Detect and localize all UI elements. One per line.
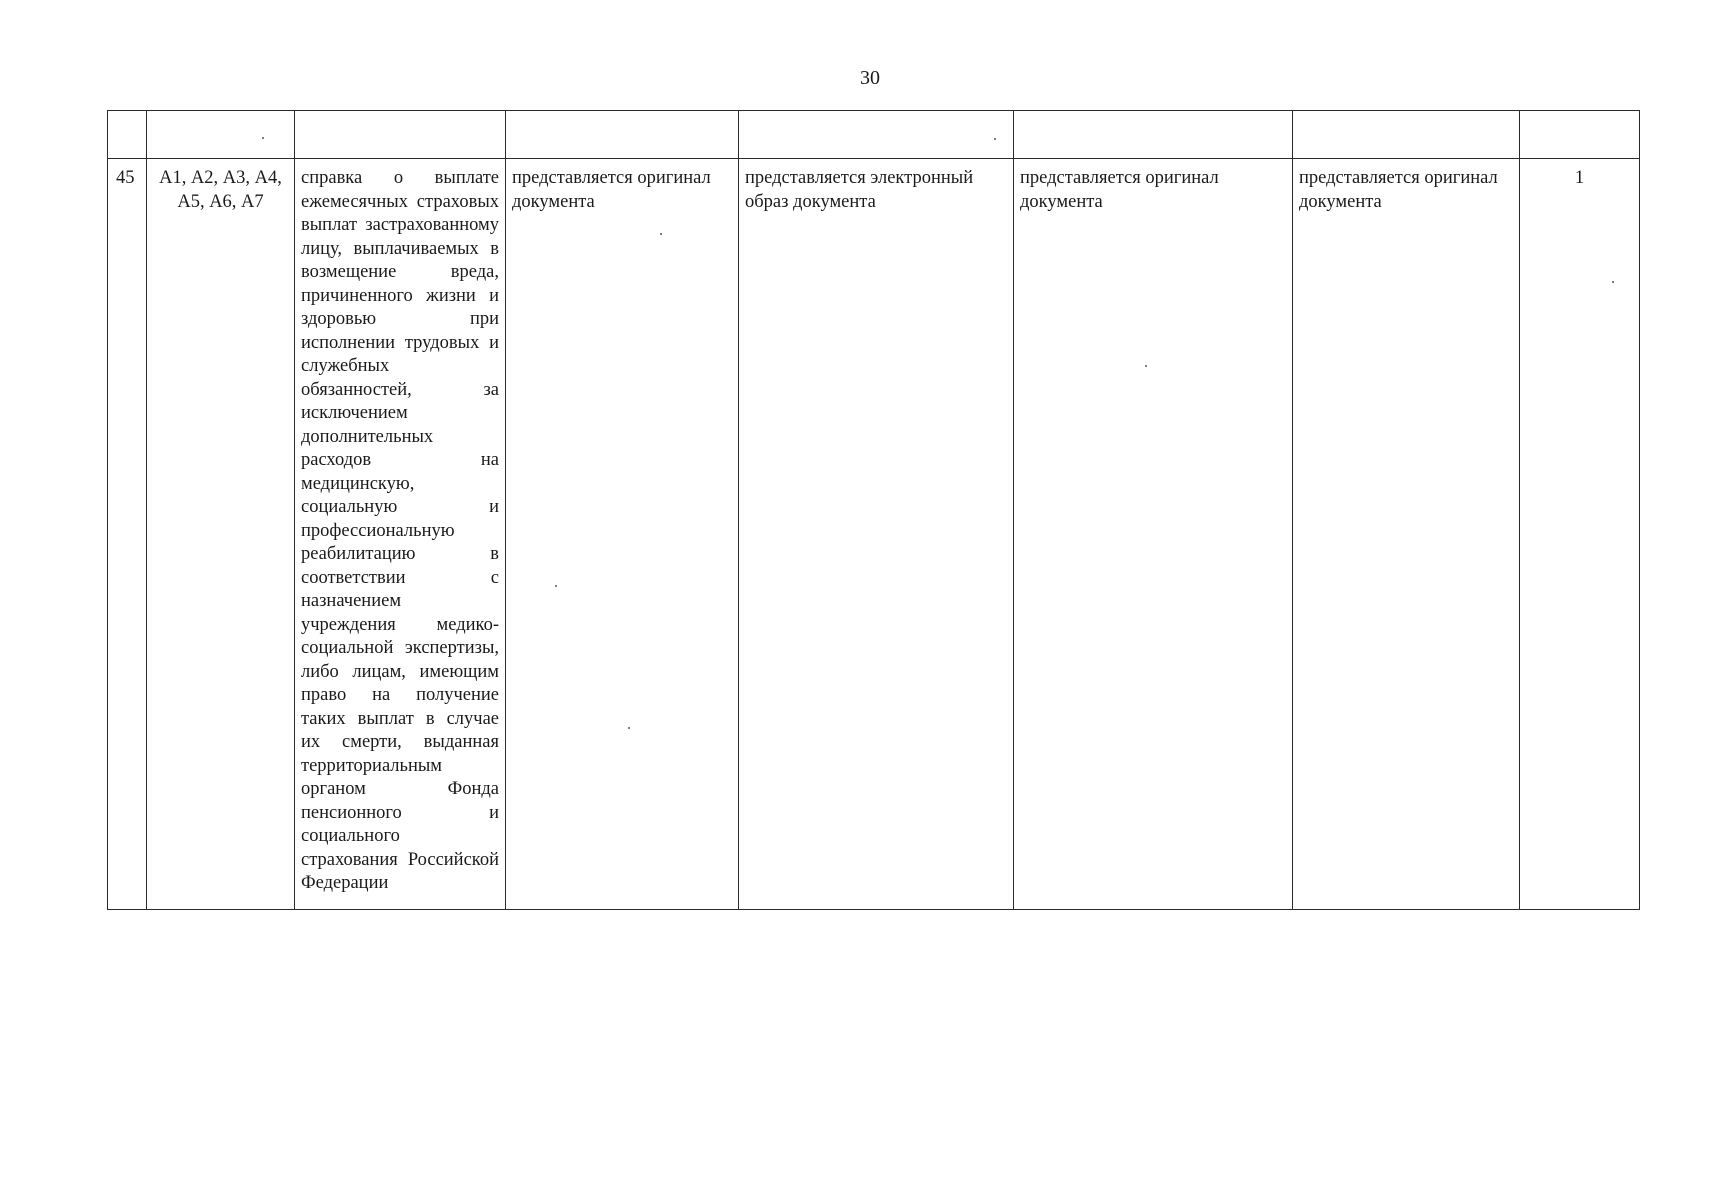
header-cell-7 — [1293, 111, 1520, 159]
row-col5-text: представляется электронный образ документа — [745, 168, 974, 212]
header-cell-3 — [295, 111, 506, 159]
header-cell-4 — [506, 111, 739, 159]
header-cell-6 — [1014, 111, 1293, 159]
row-description: справка о выплате ежемесячных страховых выплат застрахованному лицу, выплачиваемых в возмещение вреда, причиненного жизни и здоровью при исполнении трудовых и служебных обязанностей, за исключением дополнительных расходов на медицинскую, социальную и профессиональную реабилитацию в соответствии с назначением учреждения медико-социальной экспертизы, либо лицам, имеющим право на получение таких выплат в случае их смерти, выданная территориальным органом Фонда пенсионного и социального страхования Российской Федерации — [301, 168, 499, 893]
column-8-cell — [1520, 159, 1640, 910]
scan-speck — [1612, 281, 1614, 283]
scan-speck — [262, 137, 264, 139]
codes-cell — [147, 159, 295, 910]
column-6-cell — [1014, 159, 1293, 910]
scan-speck — [1145, 365, 1147, 367]
row-col6-text: представляется оригинал документа — [1020, 168, 1219, 212]
header-cell-2 — [147, 111, 295, 159]
column-5-cell — [739, 159, 1014, 910]
row-number: 45 — [116, 168, 135, 188]
page-number: 30 — [860, 67, 880, 89]
document-table — [107, 110, 1640, 910]
row-number-cell — [108, 159, 147, 910]
table-row — [108, 159, 1640, 910]
scan-speck — [994, 138, 996, 140]
table-header-row — [108, 111, 1640, 159]
row-codes: А1, А2, А3, А4, А5, А6, А7 — [159, 168, 282, 212]
header-cell-1 — [108, 111, 147, 159]
description-cell — [295, 159, 506, 910]
row-col7-text: представляется оригинал документа — [1299, 168, 1498, 212]
scan-speck — [555, 585, 557, 587]
column-7-cell — [1293, 159, 1520, 910]
header-cell-5 — [739, 111, 1014, 159]
row-col8-text: 1 — [1574, 168, 1585, 188]
column-4-cell — [506, 159, 739, 910]
header-cell-8 — [1520, 111, 1640, 159]
scan-speck — [628, 727, 630, 729]
row-col4-text: представляется оригинал документа — [512, 168, 711, 212]
scan-speck — [660, 233, 662, 235]
